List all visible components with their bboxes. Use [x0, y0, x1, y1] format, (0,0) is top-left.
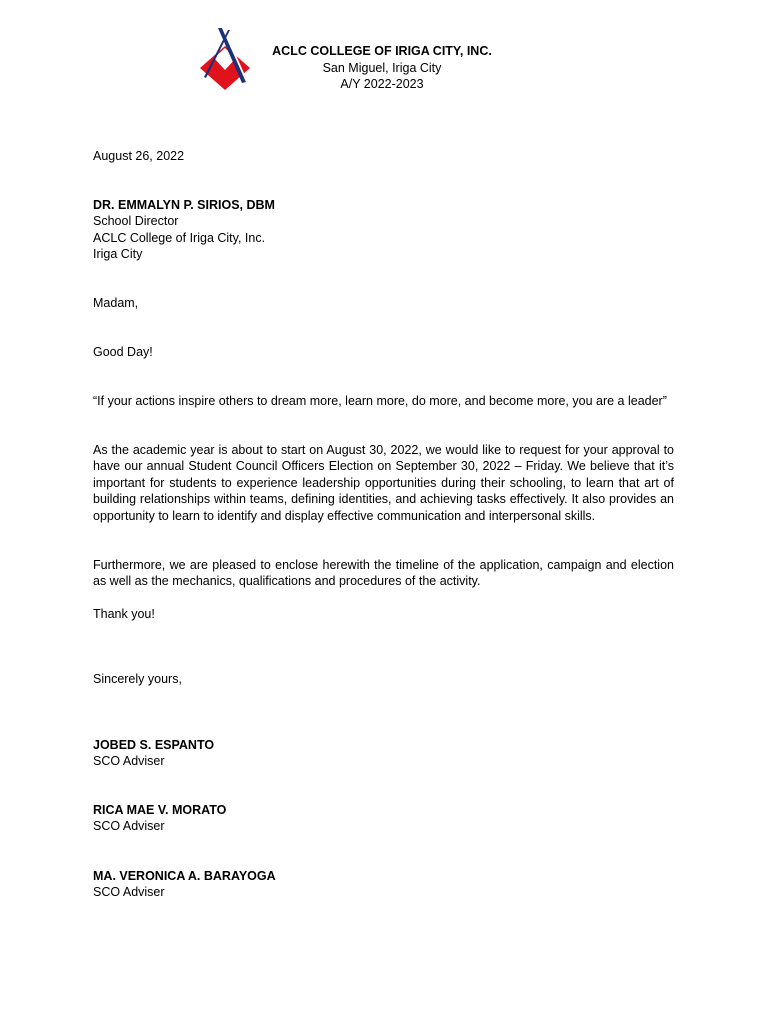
recipient-city: Iriga City: [93, 247, 143, 262]
signatory-role: SCO Adviser: [93, 885, 165, 900]
letterhead: [262, 43, 502, 93]
recipient-block: [93, 197, 674, 263]
thanks-line: Thank you!: [93, 607, 155, 621]
signatory-name: MA. VERONICA A. BARAYOGA: [93, 869, 276, 883]
recipient-name: DR. EMMALYN P. SIRIOS, DBM: [93, 198, 275, 212]
signatory-block: [93, 868, 674, 901]
greeting: Good Day!: [93, 345, 153, 359]
letter-date: August 26, 2022: [93, 149, 185, 163]
closing-line: Sincerely yours,: [93, 672, 182, 686]
college-logo: [192, 28, 258, 90]
salutation: Madam,: [93, 296, 139, 310]
recipient-title: School Director: [93, 214, 179, 229]
signatory-name: JOBED S. ESPANTO: [93, 738, 215, 752]
signatory-role: SCO Adviser: [93, 754, 165, 769]
signatory-name: RICA MAE V. MORATO: [93, 803, 227, 817]
leadership-quote: “If your actions inspire others to dream more, learn more, do more, and become more, you are a leader”: [93, 394, 667, 408]
request-paragraph: As the academic year is about to start on August 30, 2022, we would like to request for your approval to have our annual Student Council Officers Election on September 30, 2022 – Friday. We believe that it’s important for students to experience leadership opportunities during their schooling, to learn that art of building relationships within teams, defining identities, and achieving tasks effectively. It also provides an opportunity to learn to identify and display effective communication and interpersonal skills.: [93, 443, 674, 523]
institution-name: ACLC COLLEGE OF IRIGA CITY, INC.: [272, 44, 492, 58]
signatory-role: SCO Adviser: [93, 819, 165, 834]
signatory-block: [93, 802, 674, 835]
recipient-institution: ACLC College of Iriga City, Inc.: [93, 230, 266, 245]
academic-year: A/Y 2022-2023: [340, 77, 424, 91]
signatory-block: [93, 737, 674, 770]
enclosure-paragraph: Furthermore, we are pleased to enclose herewith the timeline of the application, campaign and election as well as the mechanics, qualifications and procedures of the activity.: [93, 558, 674, 589]
institution-address: San Miguel, Iriga City: [322, 60, 442, 75]
